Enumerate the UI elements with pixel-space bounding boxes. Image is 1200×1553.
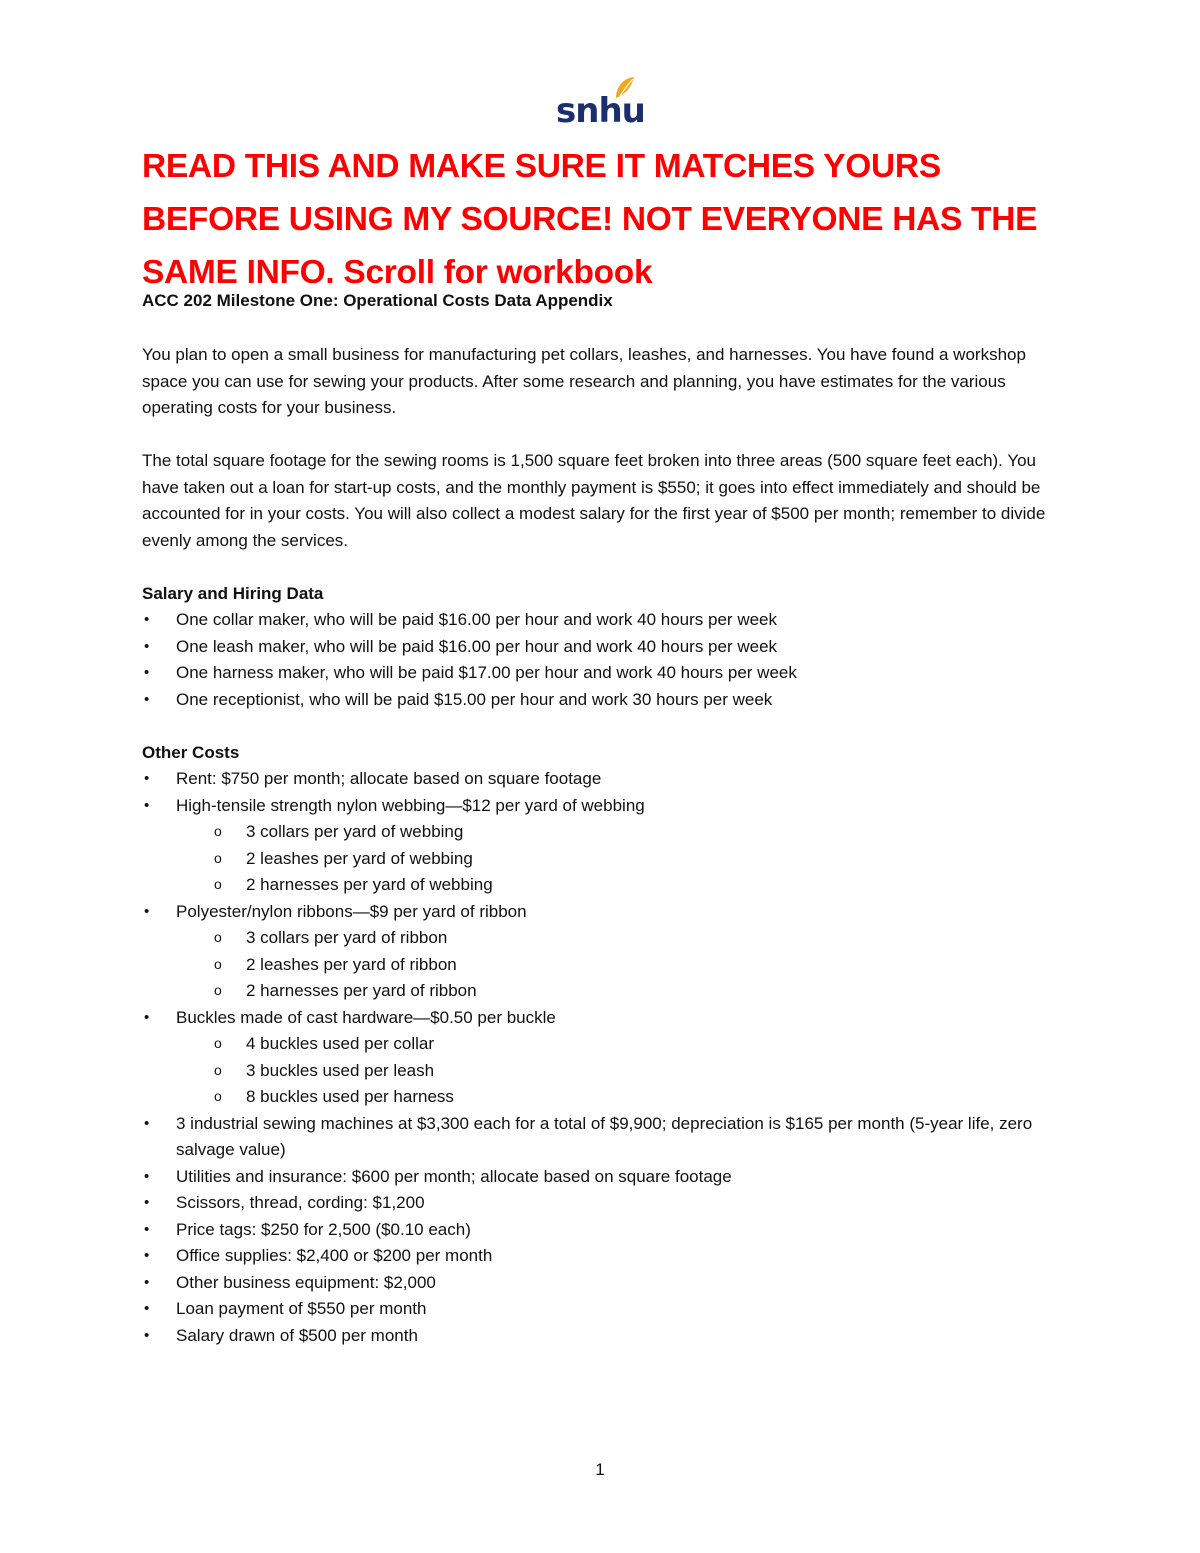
webbing-label: High-tensile strength nylon webbing—$12 per yard of webbing	[176, 795, 645, 815]
snhu-logo	[556, 76, 645, 132]
list-item: • One receptionist, who will be paid $15.00 per hour and work 30 hours per week	[142, 687, 1062, 714]
ribbons-sublist	[176, 925, 1062, 1005]
other-costs-heading: Other Costs	[142, 742, 240, 762]
list-item: • One collar maker, who will be paid $16.00 per hour and work 40 hours per week	[142, 607, 1062, 634]
ribbons-label: Polyester/nylon ribbons—$9 per yard of ribbon	[176, 901, 527, 921]
list-item: • Office supplies: $2,400 or $200 per month	[142, 1243, 1062, 1270]
list-item: • One leash maker, who will be paid $16.00 per hour and work 40 hours per week	[142, 634, 1062, 661]
sub-list-item: o 3 collars per yard of webbing	[176, 819, 1062, 846]
logo-text: snhu	[556, 91, 645, 131]
sub-list-item: o 8 buckles used per harness	[176, 1084, 1062, 1111]
sub-list-item: o 3 buckles used per leash	[176, 1058, 1062, 1085]
sub-list-item: o 2 harnesses per yard of webbing	[176, 872, 1062, 899]
list-item	[142, 1005, 1062, 1111]
buckles-label: Buckles made of cast hardware—$0.50 per buckle	[176, 1007, 556, 1027]
list-item: • Price tags: $250 for 2,500 ($0.10 each)	[142, 1217, 1062, 1244]
list-item: • Scissors, thread, cording: $1,200	[142, 1190, 1062, 1217]
buckles-sublist	[176, 1031, 1062, 1111]
list-item: • Utilities and insurance: $600 per month; allocate based on square footage	[142, 1164, 1062, 1191]
sub-list-item: o 2 leashes per yard of webbing	[176, 846, 1062, 873]
sub-list-item: o 4 buckles used per collar	[176, 1031, 1062, 1058]
intro-paragraph: You plan to open a small business for manufacturing pet collars, leashes, and harnesses. You have found a workshop space you can use for sewing your products. After some research and planning, you have estimates for the various operating costs for your business.	[142, 345, 1026, 417]
list-item: • Salary drawn of $500 per month	[142, 1323, 1062, 1350]
list-item: • 3 industrial sewing machines at $3,300 each for a total of $9,900; depreciation is $165 per month (5-year life, zero salvage value)	[142, 1111, 1062, 1164]
document-body	[142, 342, 1062, 1376]
list-item: • Rent: $750 per month; allocate based on square footage	[142, 766, 1062, 793]
document-title: ACC 202 Milestone One: Operational Costs Data Appendix	[142, 291, 613, 310]
sub-list-item: o 2 harnesses per yard of ribbon	[176, 978, 1062, 1005]
salary-list	[142, 607, 1062, 713]
list-item	[142, 899, 1062, 1005]
warning-banner: READ THIS AND MAKE SURE IT MATCHES YOURS BEFORE USING MY SOURCE! NOT EVERYONE HAS THE SAME INFO. Scroll for workbook	[142, 148, 1038, 291]
page-number: 1	[595, 1460, 605, 1479]
list-item	[142, 793, 1062, 899]
webbing-sublist	[176, 819, 1062, 899]
sub-list-item: o 3 collars per yard of ribbon	[176, 925, 1062, 952]
sub-list-item: o 2 leashes per yard of ribbon	[176, 952, 1062, 979]
list-item: • One harness maker, who will be paid $17.00 per hour and work 40 hours per week	[142, 660, 1062, 687]
list-item: • Other business equipment: $2,000	[142, 1270, 1062, 1297]
details-paragraph: The total square footage for the sewing rooms is 1,500 square feet broken into three areas (500 square feet each). You have taken out a loan for start-up costs, and the monthly payment is $550; it goes into effect immediately and should be accounted for in your costs. You will also collect a modest salary for the first year of $500 per month; remember to divide evenly among the services.	[142, 451, 1046, 550]
salary-heading: Salary and Hiring Data	[142, 583, 324, 603]
other-costs-list	[142, 766, 1062, 1349]
list-item: • Loan payment of $550 per month	[142, 1296, 1062, 1323]
